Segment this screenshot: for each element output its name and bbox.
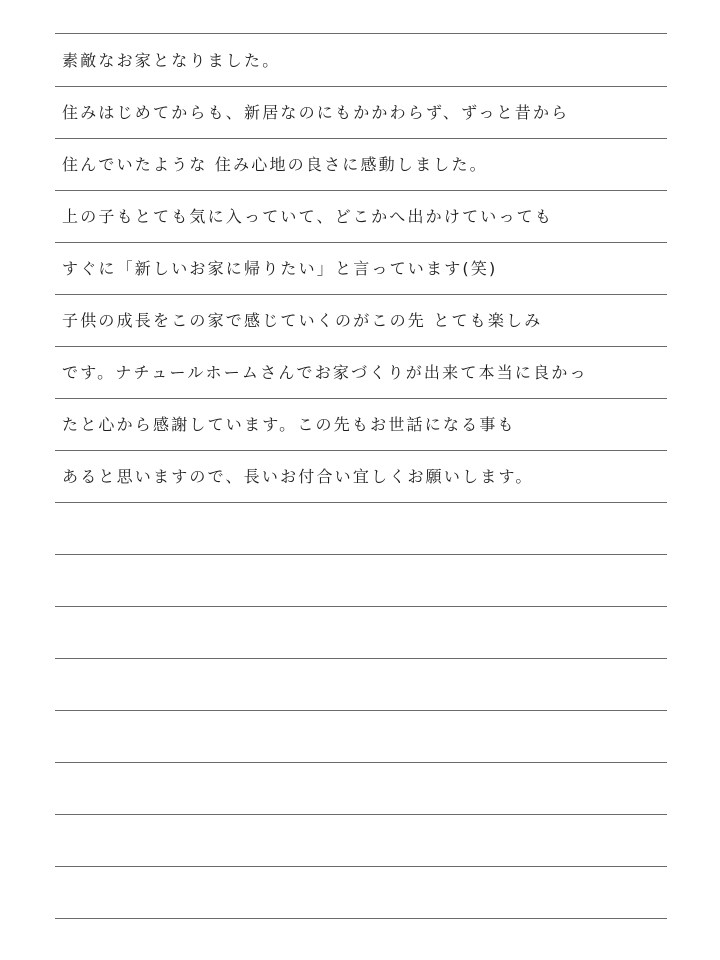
ruled-line (55, 346, 667, 347)
ruled-line (55, 33, 667, 34)
ruled-line (55, 918, 667, 919)
ruled-line (55, 606, 667, 607)
letter-line-8: たと心から感謝しています。この先もお世話になる事も (62, 415, 516, 434)
letter-line-6: 子供の成長をこの家で感じていくのがこの先 とても楽しみ (62, 311, 543, 330)
letter-line-3: 住んでいたような 住み心地の良さに感動しました。 (62, 155, 488, 174)
ruled-line (55, 658, 667, 659)
letter-line-7: です。ナチュールホームさんでお家づくりが出来て本当に良かっ (62, 363, 588, 382)
letter-line-9: あると思いますので、長いお付合い宜しくお願いします。 (62, 467, 534, 486)
letter-line-4: 上の子もとても気に入っていて、どこかへ出かけていっても (62, 207, 554, 226)
ruled-line (55, 86, 667, 87)
ruled-line (55, 450, 667, 451)
letter-line-5: すぐに「新しいお家に帰りたい」と言っています(笑) (62, 259, 498, 278)
ruled-line (55, 398, 667, 399)
ruled-line (55, 502, 667, 503)
ruled-line (55, 814, 667, 815)
ruled-line (55, 866, 667, 867)
ruled-line (55, 294, 667, 295)
letter-line-2: 住みはじめてからも、新居なのにもかかわらず、ずっと昔から (62, 103, 570, 122)
ruled-line (55, 138, 667, 139)
ruled-line (55, 242, 667, 243)
ruled-line (55, 190, 667, 191)
ruled-line (55, 710, 667, 711)
letter-line-1: 素敵なお家となりました。 (62, 51, 281, 70)
ruled-line (55, 554, 667, 555)
ruled-line (55, 762, 667, 763)
